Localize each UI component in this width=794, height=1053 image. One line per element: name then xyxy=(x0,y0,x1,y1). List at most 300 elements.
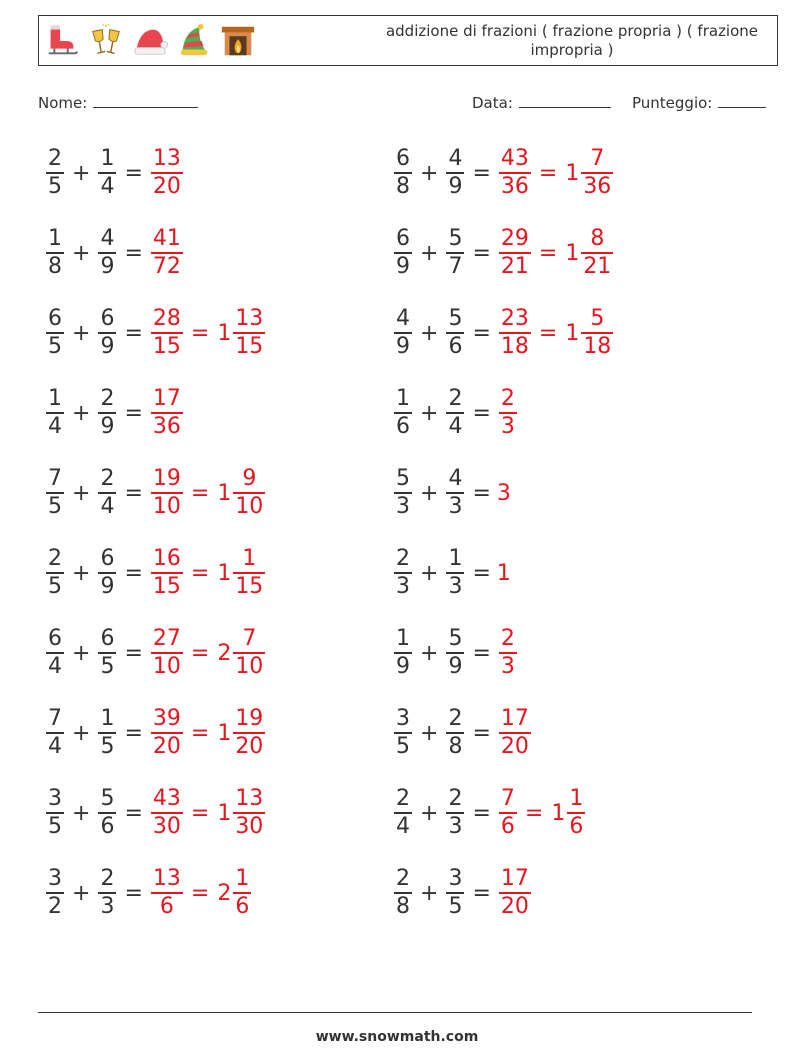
plus-sign: + xyxy=(72,560,91,586)
mixed-fraction xyxy=(581,146,613,200)
numerator: 6 xyxy=(396,146,410,171)
addend-fraction xyxy=(46,706,64,760)
numerator: 41 xyxy=(152,226,181,251)
equals-sign: = xyxy=(472,880,491,906)
denominator: 9 xyxy=(396,254,410,279)
plus-sign: + xyxy=(420,800,439,826)
addend-fraction xyxy=(46,786,64,840)
mixed-fraction xyxy=(581,226,613,280)
denominator: 4 xyxy=(48,414,62,439)
fireplace-icon xyxy=(219,22,257,60)
denominator: 30 xyxy=(235,814,264,839)
equals-sign: = xyxy=(124,320,143,346)
numerator: 16 xyxy=(152,546,181,571)
mixed-whole: 1 xyxy=(551,800,566,826)
denominator: 36 xyxy=(583,174,612,199)
mixed-whole: 1 xyxy=(217,480,232,506)
denominator: 5 xyxy=(48,174,62,199)
denominator: 18 xyxy=(500,334,529,359)
numerator: 2 xyxy=(48,546,62,571)
numerator: 1 xyxy=(569,786,584,811)
champagne-glasses-icon xyxy=(87,22,125,60)
numerator: 7 xyxy=(48,466,62,491)
numerator: 2 xyxy=(100,386,115,411)
numerator: 43 xyxy=(500,146,529,171)
equals-sign: = xyxy=(190,480,210,506)
denominator: 5 xyxy=(48,334,62,359)
answer-fraction xyxy=(151,866,183,920)
addend-fraction xyxy=(446,546,464,600)
addend-fraction xyxy=(46,546,64,600)
denominator: 9 xyxy=(100,334,115,359)
denominator: 15 xyxy=(235,334,264,359)
score-field xyxy=(632,93,766,112)
addend-fraction xyxy=(46,146,64,200)
name-field xyxy=(38,93,198,112)
denominator: 20 xyxy=(152,734,181,759)
equals-sign: = xyxy=(472,400,491,426)
denominator: 4 xyxy=(48,734,62,759)
plus-sign: + xyxy=(72,400,91,426)
score-label: Punteggio: xyxy=(632,94,713,112)
denominator: 20 xyxy=(235,734,264,759)
numerator: 6 xyxy=(48,626,62,651)
problem-item xyxy=(44,463,267,523)
plus-sign: + xyxy=(420,880,439,906)
numerator: 5 xyxy=(448,626,463,651)
addend-fraction xyxy=(394,546,412,600)
addend-fraction xyxy=(98,386,116,440)
mixed-fraction xyxy=(233,626,265,680)
problem-item xyxy=(44,223,185,283)
denominator: 15 xyxy=(152,334,181,359)
footer-url: www.snowmath.com xyxy=(315,1029,479,1045)
equals-sign: = xyxy=(472,800,491,826)
denominator: 7 xyxy=(448,254,463,279)
denominator: 8 xyxy=(396,894,410,919)
denominator: 72 xyxy=(152,254,181,279)
denominator: 8 xyxy=(48,254,62,279)
problem-item xyxy=(392,863,533,923)
numerator: 4 xyxy=(396,306,410,331)
denominator: 10 xyxy=(235,654,264,679)
date-blank[interactable] xyxy=(519,93,611,108)
numerator: 19 xyxy=(152,466,181,491)
addend-fraction xyxy=(446,466,464,520)
addend-fraction xyxy=(446,866,464,920)
denominator: 10 xyxy=(235,494,264,519)
numerator: 1 xyxy=(242,546,257,571)
numerator: 1 xyxy=(48,386,62,411)
numerator: 2 xyxy=(396,866,410,891)
addend-fraction xyxy=(394,146,412,200)
problem-item xyxy=(44,703,267,763)
addend-fraction xyxy=(46,866,64,920)
addend-fraction xyxy=(394,706,412,760)
numerator: 2 xyxy=(448,706,463,731)
denominator: 9 xyxy=(396,654,410,679)
addend-fraction xyxy=(394,386,412,440)
numerator: 28 xyxy=(152,306,181,331)
numerator: 6 xyxy=(48,306,62,331)
plus-sign: + xyxy=(420,480,439,506)
equals-sign: = xyxy=(190,640,210,666)
numerator: 2 xyxy=(396,786,410,811)
denominator: 9 xyxy=(396,334,410,359)
addend-fraction xyxy=(446,306,464,360)
equals-sign: = xyxy=(124,720,143,746)
denominator: 3 xyxy=(500,414,515,439)
plus-sign: + xyxy=(72,720,91,746)
problem-item xyxy=(392,783,587,843)
addend-fraction xyxy=(98,466,116,520)
numerator: 5 xyxy=(448,306,463,331)
ice-skate-icon xyxy=(43,22,81,60)
addend-fraction xyxy=(46,226,64,280)
addend-fraction xyxy=(446,706,464,760)
denominator: 3 xyxy=(396,494,410,519)
addend-fraction xyxy=(394,786,412,840)
numerator: 17 xyxy=(500,866,529,891)
denominator: 36 xyxy=(500,174,529,199)
addend-fraction xyxy=(394,226,412,280)
addend-fraction xyxy=(98,626,116,680)
addend-fraction xyxy=(46,466,64,520)
elf-hat-icon xyxy=(175,22,213,60)
numerator: 13 xyxy=(152,866,181,891)
equals-sign: = xyxy=(472,320,491,346)
problem-item xyxy=(392,463,511,523)
mixed-fraction xyxy=(233,786,265,840)
denominator: 5 xyxy=(48,814,62,839)
numerator: 27 xyxy=(152,626,181,651)
denominator: 2 xyxy=(48,894,62,919)
numerator: 3 xyxy=(396,706,410,731)
answer-fraction xyxy=(499,786,517,840)
denominator: 6 xyxy=(235,894,250,919)
numerator: 2 xyxy=(100,866,115,891)
addend-fraction xyxy=(98,866,116,920)
plus-sign: + xyxy=(72,800,91,826)
denominator: 4 xyxy=(100,494,115,519)
addend-fraction xyxy=(446,626,464,680)
plus-sign: + xyxy=(420,720,439,746)
denominator: 3 xyxy=(396,574,410,599)
numerator: 3 xyxy=(448,866,463,891)
denominator: 5 xyxy=(48,494,62,519)
denominator: 6 xyxy=(448,334,463,359)
numerator: 23 xyxy=(500,306,529,331)
addend-fraction xyxy=(446,786,464,840)
numerator: 4 xyxy=(100,226,115,251)
mixed-whole: 1 xyxy=(217,320,232,346)
problem-item xyxy=(392,383,519,443)
answer-fraction xyxy=(499,226,531,280)
plus-sign: + xyxy=(420,240,439,266)
worksheet-header xyxy=(38,15,778,66)
addend-fraction xyxy=(98,546,116,600)
denominator: 3 xyxy=(500,654,515,679)
equals-sign: = xyxy=(124,400,143,426)
addend-fraction xyxy=(98,306,116,360)
numerator: 3 xyxy=(48,786,62,811)
numerator: 6 xyxy=(100,546,115,571)
numerator: 7 xyxy=(500,786,515,811)
score-blank[interactable] xyxy=(718,93,766,108)
answer-fraction xyxy=(151,626,183,680)
denominator: 5 xyxy=(100,654,115,679)
equals-sign: = xyxy=(124,800,143,826)
answer-fraction xyxy=(151,546,183,600)
denominator: 21 xyxy=(500,254,529,279)
date-field xyxy=(472,93,611,112)
denominator: 4 xyxy=(48,654,62,679)
denominator: 5 xyxy=(48,574,62,599)
answer-fraction xyxy=(151,226,183,280)
mixed-whole: 1 xyxy=(217,560,232,586)
header-icons xyxy=(43,22,257,60)
mixed-fraction xyxy=(581,306,613,360)
problem-item xyxy=(44,863,253,923)
equals-sign: = xyxy=(472,240,491,266)
answer-fraction xyxy=(151,786,183,840)
problem-item xyxy=(392,543,511,603)
addend-fraction xyxy=(394,626,412,680)
denominator: 6 xyxy=(396,414,410,439)
equals-sign: = xyxy=(190,800,210,826)
equals-sign: = xyxy=(472,720,491,746)
mixed-whole: 1 xyxy=(565,320,580,346)
denominator: 4 xyxy=(448,414,463,439)
numerator: 1 xyxy=(100,146,115,171)
numerator: 4 xyxy=(448,466,463,491)
footer-divider xyxy=(38,1012,752,1013)
addend-fraction xyxy=(446,386,464,440)
addend-fraction xyxy=(98,706,116,760)
addend-fraction xyxy=(98,226,116,280)
mixed-fraction xyxy=(233,866,251,920)
numerator: 13 xyxy=(235,306,264,331)
numerator: 4 xyxy=(448,146,463,171)
addend-fraction xyxy=(446,146,464,200)
numerator: 2 xyxy=(500,626,515,651)
equals-sign: = xyxy=(538,320,558,346)
denominator: 4 xyxy=(100,174,115,199)
denominator: 9 xyxy=(448,654,463,679)
numerator: 1 xyxy=(448,546,463,571)
plus-sign: + xyxy=(420,560,439,586)
answer-fraction xyxy=(151,146,183,200)
numerator: 1 xyxy=(100,706,115,731)
numerator: 5 xyxy=(396,466,410,491)
numerator: 13 xyxy=(152,146,181,171)
problem-item xyxy=(44,303,267,363)
numerator: 1 xyxy=(396,626,410,651)
equals-sign: = xyxy=(472,160,491,186)
equals-sign: = xyxy=(524,800,544,826)
denominator: 10 xyxy=(152,494,181,519)
numerator: 8 xyxy=(590,226,605,251)
denominator: 20 xyxy=(152,174,181,199)
denominator: 9 xyxy=(100,414,115,439)
name-blank[interactable] xyxy=(93,93,198,108)
denominator: 20 xyxy=(500,894,529,919)
equals-sign: = xyxy=(124,480,143,506)
denominator: 10 xyxy=(152,654,181,679)
answer-fraction xyxy=(499,626,517,680)
numerator: 17 xyxy=(152,386,181,411)
equals-sign: = xyxy=(124,880,143,906)
numerator: 5 xyxy=(448,226,463,251)
answer-fraction xyxy=(151,386,183,440)
mixed-whole: 1 xyxy=(565,240,580,266)
answer-whole: 1 xyxy=(496,560,511,586)
plus-sign: + xyxy=(72,320,91,346)
numerator: 7 xyxy=(242,626,257,651)
equals-sign: = xyxy=(472,640,491,666)
equals-sign: = xyxy=(124,560,143,586)
addend-fraction xyxy=(98,786,116,840)
denominator: 6 xyxy=(100,814,115,839)
problem-item xyxy=(392,623,519,683)
numerator: 7 xyxy=(48,706,62,731)
denominator: 18 xyxy=(583,334,612,359)
numerator: 1 xyxy=(235,866,250,891)
mixed-fraction xyxy=(567,786,585,840)
answer-fraction xyxy=(151,706,183,760)
answer-fraction xyxy=(499,866,531,920)
mixed-whole: 1 xyxy=(565,160,580,186)
mixed-fraction xyxy=(233,546,265,600)
plus-sign: + xyxy=(420,320,439,346)
mixed-whole: 1 xyxy=(217,800,232,826)
denominator: 3 xyxy=(448,494,463,519)
plus-sign: + xyxy=(420,640,439,666)
problem-item xyxy=(44,623,267,683)
numerator: 43 xyxy=(152,786,181,811)
addend-fraction xyxy=(446,226,464,280)
plus-sign: + xyxy=(72,480,91,506)
numerator: 1 xyxy=(48,226,62,251)
numerator: 3 xyxy=(48,866,62,891)
answer-fraction xyxy=(499,306,531,360)
numerator: 2 xyxy=(48,146,62,171)
plus-sign: + xyxy=(72,880,91,906)
numerator: 9 xyxy=(242,466,257,491)
denominator: 6 xyxy=(500,814,515,839)
problem-item xyxy=(392,703,533,763)
numerator: 5 xyxy=(100,786,115,811)
santa-hat-icon xyxy=(131,22,169,60)
denominator: 3 xyxy=(448,814,463,839)
numerator: 17 xyxy=(500,706,529,731)
denominator: 20 xyxy=(500,734,529,759)
denominator: 9 xyxy=(100,254,115,279)
problem-item xyxy=(392,303,615,363)
problem-item xyxy=(44,383,185,443)
numerator: 5 xyxy=(590,306,605,331)
numerator: 2 xyxy=(100,466,115,491)
problem-item xyxy=(392,143,615,203)
equals-sign: = xyxy=(190,320,210,346)
denominator: 21 xyxy=(583,254,612,279)
answer-whole: 3 xyxy=(496,480,511,506)
denominator: 6 xyxy=(569,814,584,839)
numerator: 2 xyxy=(396,546,410,571)
equals-sign: = xyxy=(190,880,210,906)
date-label: Data: xyxy=(472,94,513,112)
numerator: 6 xyxy=(100,306,115,331)
numerator: 19 xyxy=(235,706,264,731)
numerator: 2 xyxy=(500,386,515,411)
addend-fraction xyxy=(98,146,116,200)
denominator: 8 xyxy=(448,734,463,759)
equals-sign: = xyxy=(124,160,143,186)
plus-sign: + xyxy=(420,160,439,186)
problem-item xyxy=(392,223,615,283)
denominator: 4 xyxy=(396,814,410,839)
mixed-fraction xyxy=(233,706,265,760)
numerator: 7 xyxy=(590,146,605,171)
equals-sign: = xyxy=(190,560,210,586)
answer-fraction xyxy=(151,306,183,360)
denominator: 5 xyxy=(396,734,410,759)
equals-sign: = xyxy=(538,160,558,186)
denominator: 15 xyxy=(235,574,264,599)
problem-item xyxy=(44,543,267,603)
numerator: 29 xyxy=(500,226,529,251)
name-label: Nome: xyxy=(38,94,88,112)
denominator: 5 xyxy=(100,734,115,759)
denominator: 15 xyxy=(152,574,181,599)
numerator: 13 xyxy=(235,786,264,811)
plus-sign: + xyxy=(72,640,91,666)
problem-item xyxy=(44,783,267,843)
problem-item xyxy=(44,143,185,203)
equals-sign: = xyxy=(472,560,491,586)
equals-sign: = xyxy=(538,240,558,266)
equals-sign: = xyxy=(124,240,143,266)
denominator: 36 xyxy=(152,414,181,439)
numerator: 1 xyxy=(396,386,410,411)
addend-fraction xyxy=(394,306,412,360)
denominator: 9 xyxy=(448,174,463,199)
numerator: 2 xyxy=(448,386,463,411)
addend-fraction xyxy=(394,866,412,920)
numerator: 2 xyxy=(448,786,463,811)
worksheet-title: addizione di frazioni ( frazione propria ) ( frazione impropria ) xyxy=(385,22,759,59)
numerator: 39 xyxy=(152,706,181,731)
plus-sign: + xyxy=(72,160,91,186)
denominator: 3 xyxy=(448,574,463,599)
equals-sign: = xyxy=(472,480,491,506)
denominator: 8 xyxy=(396,174,410,199)
addend-fraction xyxy=(46,386,64,440)
equals-sign: = xyxy=(190,720,210,746)
mixed-whole: 1 xyxy=(217,720,232,746)
answer-fraction xyxy=(499,386,517,440)
mixed-fraction xyxy=(233,306,265,360)
denominator: 3 xyxy=(100,894,115,919)
mixed-fraction xyxy=(233,466,265,520)
addend-fraction xyxy=(46,306,64,360)
plus-sign: + xyxy=(72,240,91,266)
addend-fraction xyxy=(46,626,64,680)
answer-fraction xyxy=(499,706,531,760)
plus-sign: + xyxy=(420,400,439,426)
numerator: 6 xyxy=(100,626,115,651)
denominator: 30 xyxy=(152,814,181,839)
